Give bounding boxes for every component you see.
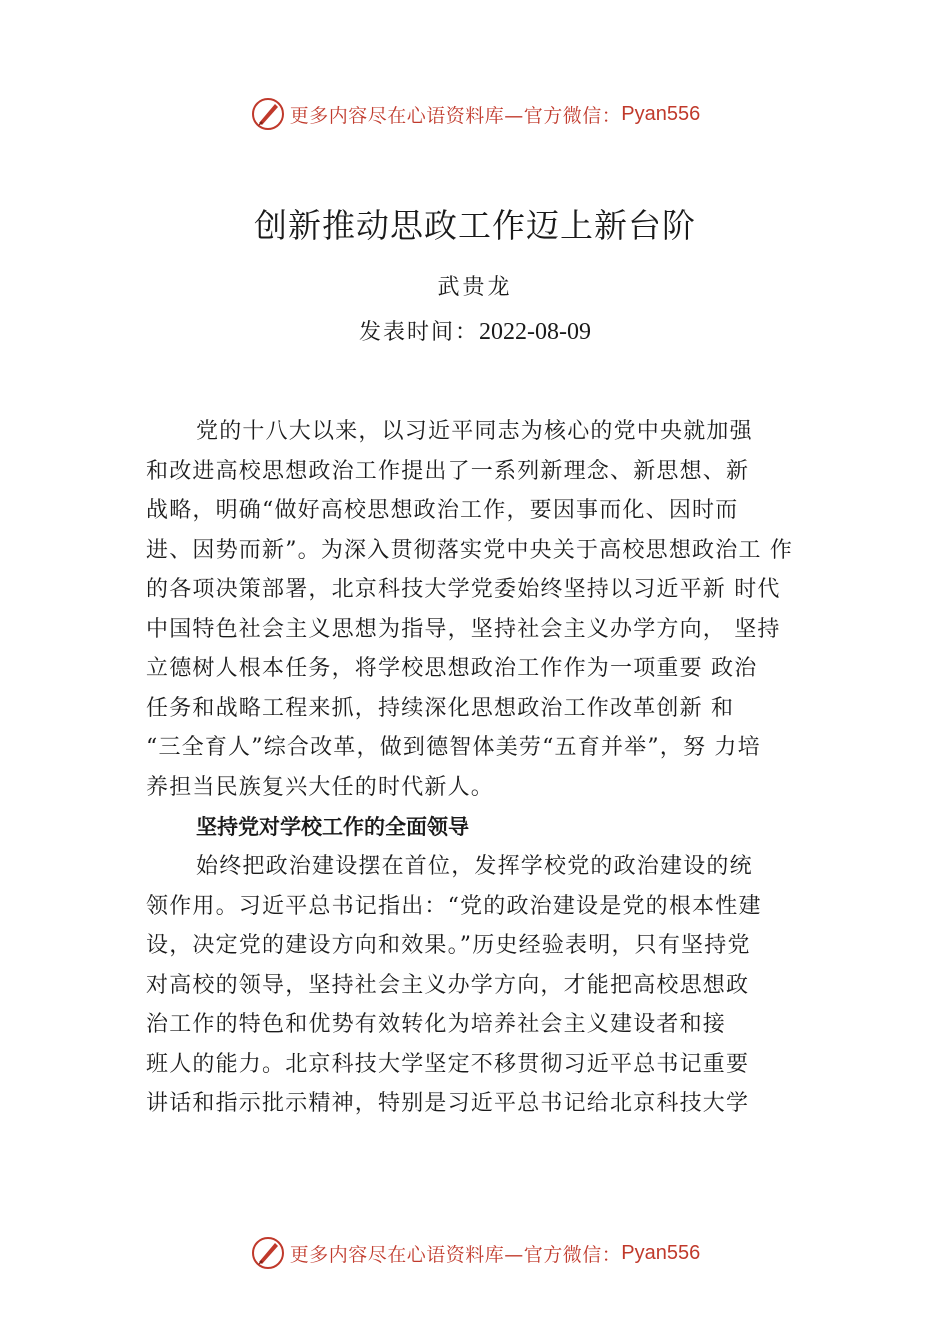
publish-date [0,315,950,346]
text-line: 战略，明确“做好高校思想政治工作，要因事而化、因时而 [146,498,739,523]
quill-pen-logo-icon [250,96,286,132]
watermark-text: 更多内容尽在心语资料库—官方微信： [289,104,622,127]
article-body [146,412,826,1124]
quill-pen-logo-icon [250,1235,286,1271]
paragraph-2 [146,847,826,1124]
text-line: “三全育人”综合改革，做到德智体美劳“五育并举”，努 力培 [146,735,761,760]
text-line: 中国特色社会主义思想为指导，坚持社会主义办学方向， 坚持 [146,616,781,642]
text-line: 和改进高校思想政治工作提出了一系列新理念、新思想、新 [146,458,750,484]
text-line: 的各项决策部署，北京科技大学党委始终坚持以习近平新 时代 [146,577,781,602]
text-line: 立德树人根本任务，将学校思想政治工作作为一项重要 政治 [146,656,758,681]
author-name: 武贵龙 [437,275,513,300]
paragraph-1 [146,412,826,807]
publish-date-value: 2022-08-09 [479,319,591,345]
text-line: 领作用。习近平总书记指出：“党的政治建设是党的根本性建 [146,893,762,919]
watermark-handle: Pyan556 [621,1241,701,1264]
text-line: 党的十八大以来，以习近平同志为核心的党中央就加强 [196,419,753,444]
section-heading: 坚持党对学校工作的全面领导 [196,815,469,839]
watermark-text: 更多内容尽在心语资料库—官方微信： [289,1243,622,1266]
text-line: 班人的能力。北京科技大学坚定不移贯彻习近平总书记重要 [146,1051,750,1077]
text-line: 对高校的领导，坚持社会主义办学方向，才能把高校思想政 [146,972,750,998]
text-line: 进、因势而新”。为深入贯彻落实党中央关于高校思想政治工 作 [146,537,794,563]
watermark-handle: Pyan556 [621,102,701,125]
text-line: 治工作的特色和优势有效转化为培养社会主义建设者和接 [146,1012,727,1037]
watermark-header [0,94,950,134]
text-line: 任务和战略工程来抓，持续深化思想政治工作改革创新 和 [146,695,735,721]
watermark-footer [0,1233,950,1273]
text-line: 设，决定党的建设方向和效果。”历史经验表明，只有坚持党 [146,933,751,958]
publish-date-label: 发表时间： [359,320,480,345]
text-line: 始终把政治建设摆在首位，发挥学校党的政治建设的统 [196,854,753,879]
text-line: 养担当民族复兴大任的时代新人。 [146,774,495,800]
page-title: 创新推动思政工作迈上新台阶 [254,206,696,245]
text-line: 讲话和指示批示精神，特别是习近平总书记给北京科技大学 [146,1091,750,1116]
